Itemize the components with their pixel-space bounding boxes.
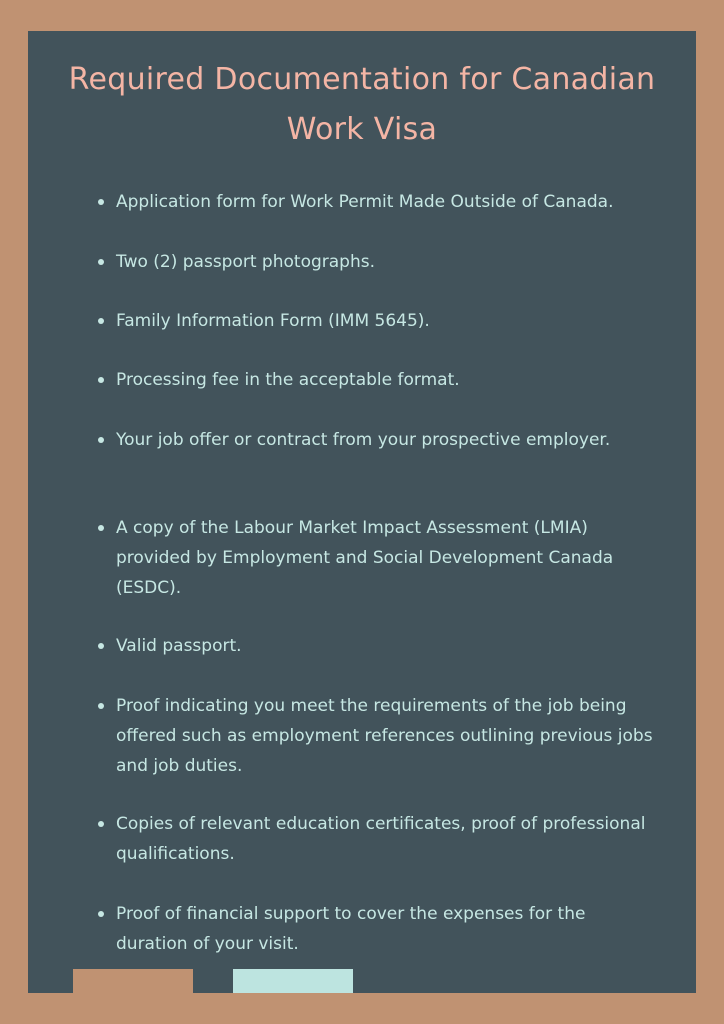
list-item bbox=[98, 809, 658, 869]
bullet-icon bbox=[98, 259, 104, 265]
list-item-text: Two (2) passport photographs. bbox=[116, 252, 375, 272]
decorative-tab-left bbox=[73, 969, 193, 993]
bullet-icon bbox=[98, 377, 104, 383]
bullet-icon bbox=[98, 821, 104, 827]
list-item bbox=[98, 425, 658, 455]
list-item bbox=[98, 631, 658, 661]
list-item bbox=[98, 691, 658, 781]
list-item-text: Family Information Form (IMM 5645). bbox=[116, 311, 430, 331]
list-item bbox=[98, 247, 658, 277]
bullet-icon bbox=[98, 437, 104, 443]
page-title: Required Documentation for Canadian Work Visa bbox=[68, 62, 656, 147]
list-item-text: Proof indicating you meet the requirements of the job being offered such as employment references outlining previous jobs and job duties. bbox=[116, 696, 653, 776]
list-item-text: A copy of the Labour Market Impact Assessment (LMIA) provided by Employment and Social Development Canada (ESDC). bbox=[116, 518, 614, 598]
list-item-text: Application form for Work Permit Made Outside of Canada. bbox=[116, 192, 614, 212]
bullet-icon bbox=[98, 318, 104, 324]
bullet-icon bbox=[98, 525, 104, 531]
list-item-text: Your job offer or contract from your prospective employer. bbox=[116, 430, 611, 450]
list-item-text: Proof of financial support to cover the expenses for the duration of your visit. bbox=[116, 904, 586, 954]
bullet-icon bbox=[98, 199, 104, 205]
list-item bbox=[98, 365, 658, 395]
document-board bbox=[28, 31, 696, 993]
bullet-icon bbox=[98, 643, 104, 649]
list-item-text: Processing fee in the acceptable format. bbox=[116, 370, 460, 390]
list-item-text: Copies of relevant education certificates, proof of professional qualifications. bbox=[116, 814, 646, 864]
bullet-icon bbox=[98, 911, 104, 917]
list-item bbox=[98, 187, 658, 217]
list-item bbox=[98, 513, 658, 603]
list-item bbox=[98, 899, 658, 959]
list-item-text: Valid passport. bbox=[116, 636, 242, 656]
list-item bbox=[98, 306, 658, 336]
decorative-tab-right bbox=[233, 969, 353, 993]
bullet-icon bbox=[98, 703, 104, 709]
